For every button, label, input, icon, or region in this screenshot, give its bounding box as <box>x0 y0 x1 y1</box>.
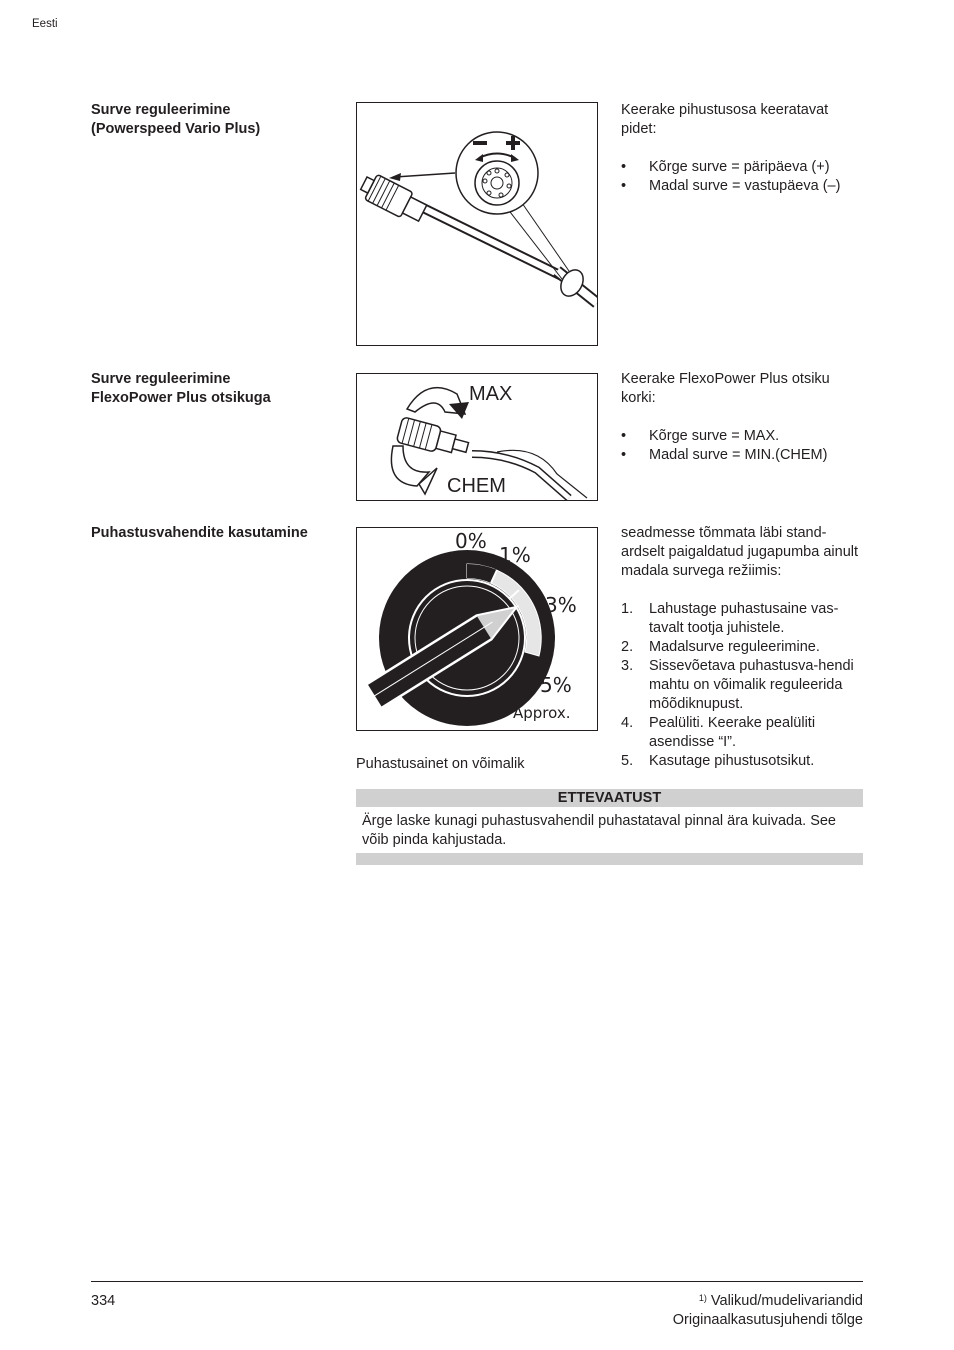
section-title-detergent: Puhastusvahendite kasutamine <box>91 525 308 541</box>
list-item: 1. Lahustage puhastusaine vas-tavalt tootja juhistele. <box>621 601 839 636</box>
steps-list <box>621 600 866 771</box>
dial-illustration <box>357 528 597 730</box>
section-title-flexopower <box>91 370 341 408</box>
section-intro: seadmesse tõmmata läbi stand-ardselt paigaldatud jugapumba ainult madala survega režiimis: <box>621 525 859 579</box>
section-title-line: Surve reguleerimine <box>91 102 231 118</box>
caution-text: Ärge laske kunagi puhastusvahendil puhastataval pinnal ära kuivada. See võib pinda kahjustada. <box>362 813 836 848</box>
detergent-lead-text: Puhastusainet on võimalik <box>356 756 525 772</box>
list-item: 2. Madalsurve reguleerimine. <box>621 639 820 655</box>
list-item: • Kõrge surve = päripäeva (+) <box>621 159 830 175</box>
section-title-line: (Powerspeed Vario Plus) <box>91 121 261 137</box>
section-title-powerspeed <box>91 101 341 139</box>
max-label: MAX <box>469 383 513 405</box>
section-intro: Keerake FlexoPower Plus otsiku korki: <box>621 371 830 406</box>
footnote <box>673 1292 863 1311</box>
flexopower-illustration <box>357 374 597 500</box>
figure-powerspeed-lance <box>356 102 598 346</box>
list-item: • Kõrge surve = MAX. <box>621 428 780 444</box>
list-item: • Madal surve = MIN.(CHEM) <box>621 447 828 463</box>
figure-flexopower-nozzle <box>356 373 598 501</box>
figure-detergent-dial <box>356 527 598 731</box>
bullet-list <box>621 158 866 196</box>
chem-label: CHEM <box>447 475 506 497</box>
lance-illustration <box>357 103 597 345</box>
scale-label-5: 5% <box>540 673 572 697</box>
footnote-text: Valikud/mudelivariandid <box>706 1293 863 1309</box>
page-number: 334 <box>91 1293 116 1309</box>
caution-heading: ETTEVAATUST <box>356 789 863 807</box>
section-text-detergent <box>621 524 866 771</box>
list-item: 4. Pealüliti. Keerake pealüliti asendisse “I”. <box>621 715 816 750</box>
footnote-mark: 1) <box>698 1293 707 1303</box>
section-title-line: FlexoPower Plus otsikuga <box>91 390 271 406</box>
footer-subtitle: Originaalkasutusjuhendi tõlge <box>672 1312 863 1328</box>
approx-label: Approx. <box>513 704 571 722</box>
scale-label-1: 1% <box>499 543 531 567</box>
section-text-powerspeed <box>621 101 866 196</box>
caution-bottom-bar <box>356 853 863 865</box>
section-intro: Keerake pihustusosa keeratavat pidet: <box>621 102 829 137</box>
scale-label-3: 3% <box>545 593 577 617</box>
language-label: Eesti <box>32 18 58 30</box>
section-text-flexopower <box>621 370 866 465</box>
scale-label-0: 0% <box>455 529 487 553</box>
list-item: 3. Sissevõetava puhastusva-hendi mahtu on võimalik reguleerida mõõdiknupust. <box>621 658 854 712</box>
list-item: 5. Kasutage pihustusotsikut. <box>621 753 815 769</box>
minus-icon <box>473 141 487 145</box>
list-item: • Madal surve = vastupäeva (–) <box>621 178 841 194</box>
footer-notes <box>673 1292 863 1330</box>
section-title-line: Surve reguleerimine <box>91 371 231 387</box>
footer-divider <box>91 1281 863 1282</box>
bullet-list <box>621 427 866 465</box>
